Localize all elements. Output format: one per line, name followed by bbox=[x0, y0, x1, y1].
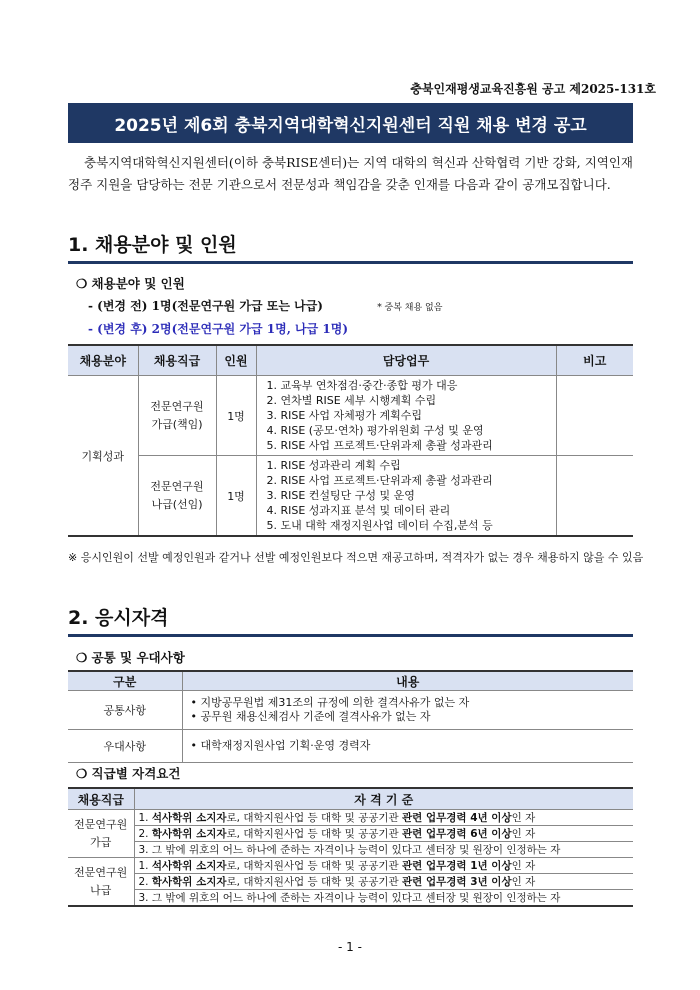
table-row bbox=[68, 842, 633, 858]
table-header: 구분 bbox=[68, 671, 182, 691]
table-row bbox=[68, 691, 633, 730]
table-header-row bbox=[68, 671, 633, 691]
field-cell: 기획성과 bbox=[68, 376, 138, 537]
qualification-table bbox=[68, 787, 633, 907]
content-cell bbox=[182, 730, 633, 763]
table-header: 담당업무 bbox=[256, 345, 556, 376]
change-before-note: * 중복 채용 없음 bbox=[377, 303, 443, 313]
criteria-item: 1. 석사학위 소지자로, 대학지원사업 등 대학 및 공공기관 관련 업무경력 4년 이상인 자 bbox=[134, 810, 633, 826]
count-cell: 1명 bbox=[216, 376, 256, 456]
duty-item: 3. RISE 컨설팅단 구성 및 운영 bbox=[266, 489, 415, 502]
category-cell: 우대사항 bbox=[68, 730, 182, 763]
table-header: 자 격 기 준 bbox=[134, 788, 633, 810]
section-2-title: 2. 응시자격 bbox=[68, 603, 633, 637]
category-cell: 공통사항 bbox=[68, 691, 182, 730]
grade-cell: 전문연구원 나급(선임) bbox=[138, 456, 216, 537]
duty-item: 4. RISE (공모·연차) 평가위원회 구성 및 운영 bbox=[266, 424, 484, 437]
table-header: 내용 bbox=[182, 671, 633, 691]
duty-item: 3. RISE 사업 자체평가 계획수립 bbox=[266, 409, 423, 422]
remark-cell bbox=[556, 376, 633, 456]
footnote: ※ 응시인원이 선발 예정인원과 같거나 선발 예정인원보다 적으면 재공고하며, 적격자가 없는 경우 채용하지 않을 수 있음 bbox=[68, 551, 644, 564]
criteria-item: 3. 그 밖에 위호의 어느 하나에 준하는 자격이나 능력이 있다고 센터장 및 원장이 인정하는 자 bbox=[134, 890, 633, 907]
document-number: 충북인재평생교육진흥원 공고 제2025-131호 bbox=[410, 82, 656, 96]
section-2-subheading-common: ❍ 공통 및 우대사항 bbox=[76, 650, 185, 665]
section-1-subheading: ❍ 채용분야 및 인원 bbox=[76, 276, 185, 291]
content-item: • 대학재정지원사업 기획·운영 경력자 bbox=[190, 739, 371, 752]
table-header: 채용분야 bbox=[68, 345, 138, 376]
change-before-text: - (변경 전) 1명(전문연구원 가급 또는 나급) bbox=[88, 299, 323, 313]
duty-item: 1. RISE 성과관리 계획 수립 bbox=[266, 459, 401, 472]
remark-cell bbox=[556, 456, 633, 537]
table-header: 인원 bbox=[216, 345, 256, 376]
duty-item: 5. 도내 대학 재정지원사업 데이터 수집,분석 등 bbox=[266, 519, 493, 532]
duties-cell bbox=[256, 456, 556, 537]
table-header-row bbox=[68, 788, 633, 810]
page-number: - 1 - bbox=[338, 940, 362, 954]
criteria-item: 3. 그 밖에 위호의 어느 하나에 준하는 자격이나 능력이 있다고 센터장 및 원장이 인정하는 자 bbox=[134, 842, 633, 858]
duty-item: 2. RISE 사업 프로젝트·단위과제 총괄 성과관리 bbox=[266, 474, 493, 487]
content-cell bbox=[182, 691, 633, 730]
table-header: 채용직급 bbox=[138, 345, 216, 376]
change-after: - (변경 후) 2명(전문연구원 가급 1명, 나급 1명) bbox=[88, 322, 349, 336]
criteria-item: 2. 학사학위 소지자로, 대학지원사업 등 대학 및 공공기관 관련 업무경력 3년 이상인 자 bbox=[134, 874, 633, 890]
table-header-row bbox=[68, 345, 633, 376]
table-header: 비고 bbox=[556, 345, 633, 376]
duty-item: 2. 연차별 RISE 세부 시행계획 수립 bbox=[266, 394, 437, 407]
count-cell: 1명 bbox=[216, 456, 256, 537]
table-header: 채용직급 bbox=[68, 788, 134, 810]
table-row bbox=[68, 874, 633, 890]
content-item: • 공무원 채용신체검사 기준에 결격사유가 없는 자 bbox=[190, 710, 431, 723]
grade-cell: 전문연구원 나급 bbox=[68, 858, 134, 907]
change-before bbox=[88, 297, 442, 314]
criteria-item: 2. 학사학위 소지자로, 대학지원사업 등 대학 및 공공기관 관련 업무경력 6년 이상인 자 bbox=[134, 826, 633, 842]
section-2-subheading-grades: ❍ 직급별 자격요건 bbox=[76, 766, 181, 781]
table-row bbox=[68, 810, 633, 826]
table-row bbox=[68, 376, 633, 456]
common-preference-table bbox=[68, 670, 633, 763]
table-row bbox=[68, 890, 633, 907]
content-item: • 지방공무원법 제31조의 규정에 의한 결격사유가 없는 자 bbox=[190, 696, 470, 709]
duty-item: 1. 교육부 연차점검·중간·종합 평가 대응 bbox=[266, 379, 458, 392]
page-title: 2025년 제6회 충북지역대학혁신지원센터 직원 채용 변경 공고 bbox=[68, 103, 633, 143]
grade-cell: 전문연구원 가급 bbox=[68, 810, 134, 858]
table-row bbox=[68, 456, 633, 537]
section-1-title: 1. 채용분야 및 인원 bbox=[68, 230, 633, 264]
grade-cell: 전문연구원 가급(책임) bbox=[138, 376, 216, 456]
table-row bbox=[68, 730, 633, 763]
duties-cell bbox=[256, 376, 556, 456]
duty-item: 5. RISE 사업 프로젝트·단위과제 총괄 성과관리 bbox=[266, 439, 493, 452]
criteria-item: 1. 석사학위 소지자로, 대학지원사업 등 대학 및 공공기관 관련 업무경력 1년 이상인 자 bbox=[134, 858, 633, 874]
intro-paragraph: 충북지역대학혁신지원센터(이하 충북RISE센터)는 지역 대학의 혁신과 산학협력 기반 강화, 지역인재 정주 지원을 담당하는 전문 기관으로서 전문성과 책임감을 갖춘 인재를 다음과 같이 공개모집합니다. bbox=[68, 155, 633, 192]
table-row bbox=[68, 858, 633, 874]
recruitment-table bbox=[68, 344, 633, 537]
duty-item: 4. RISE 성과지표 분석 및 데이터 관리 bbox=[266, 504, 451, 517]
table-row bbox=[68, 826, 633, 842]
